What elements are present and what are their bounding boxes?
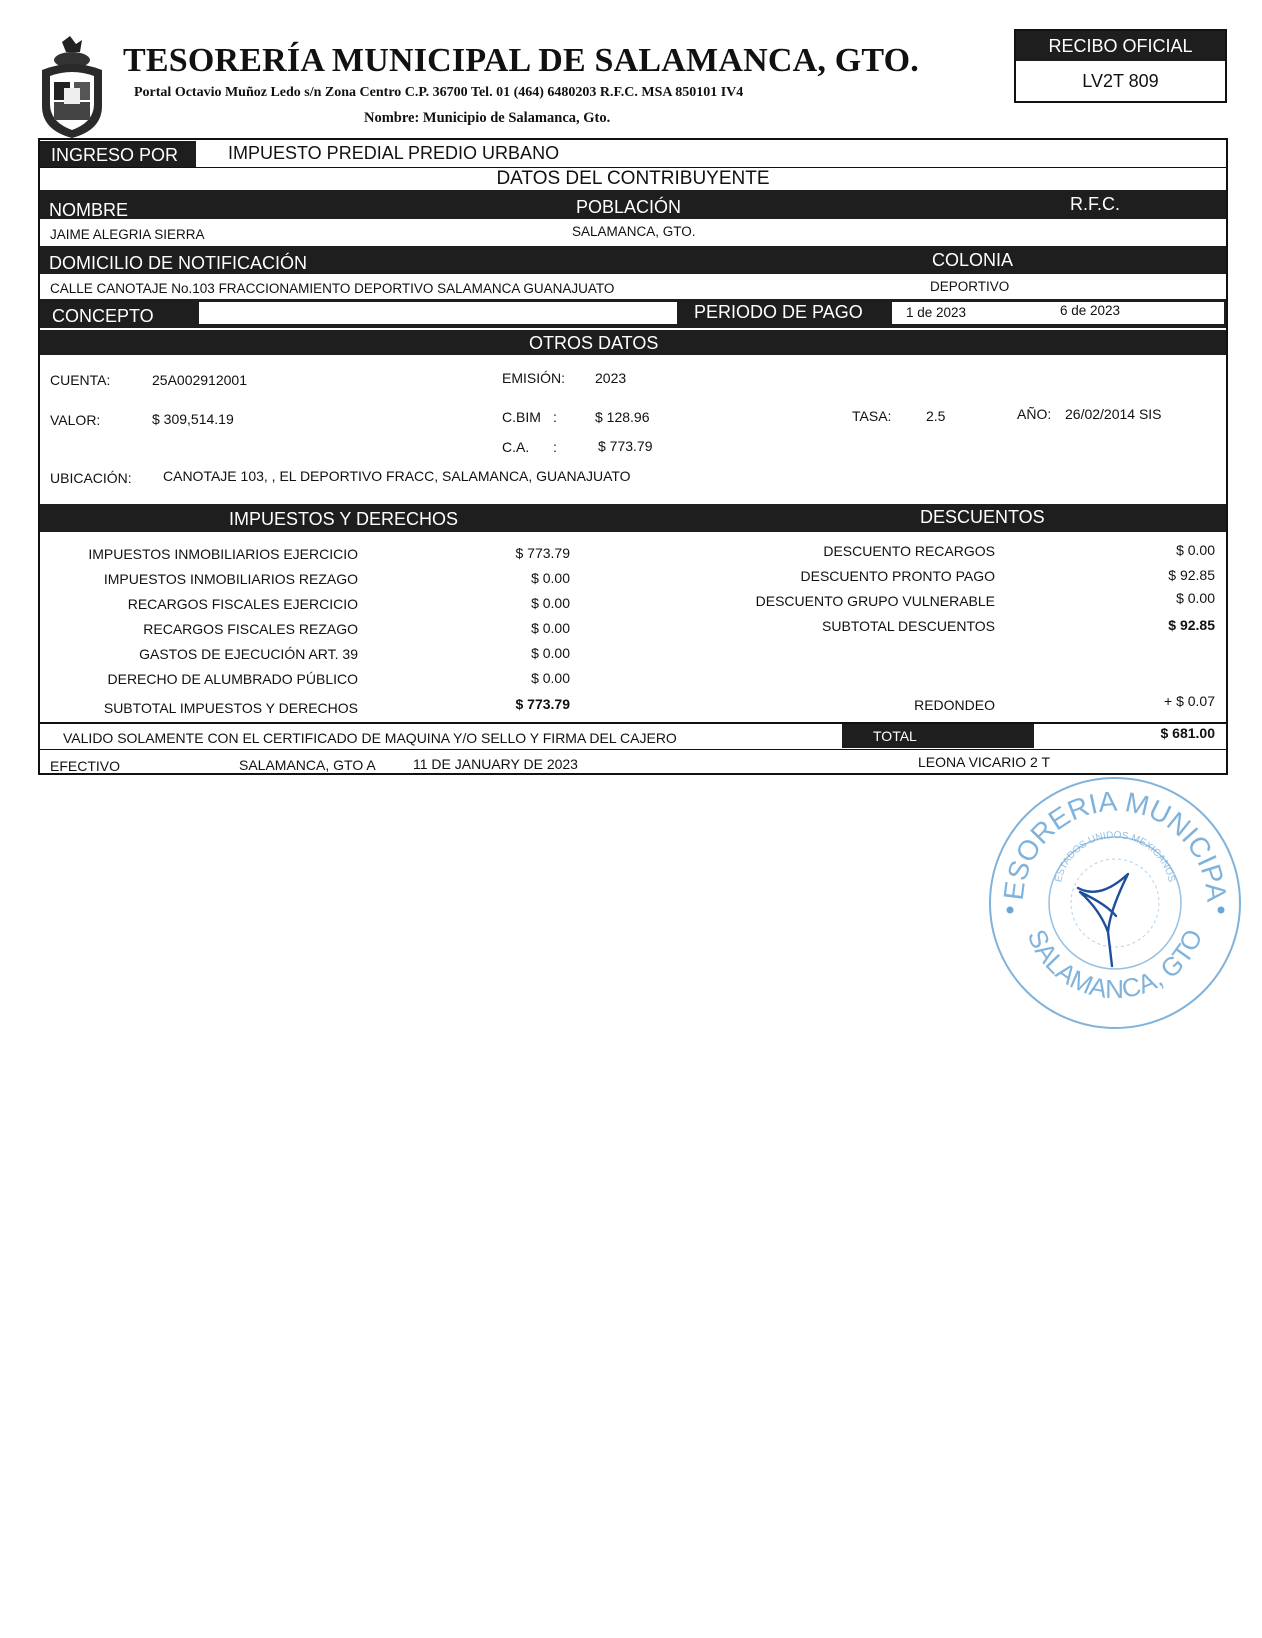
nombre-value: JAIME ALEGRIA SIERRA (50, 227, 205, 242)
impuesto-row-value: $ 0.00 (531, 595, 570, 611)
impuesto-row-label: RECARGOS FISCALES REZAGO (143, 621, 358, 637)
otros-header-bar (40, 330, 1226, 355)
lugar: SALAMANCA, GTO A (239, 757, 376, 773)
poblacion-label: POBLACIÓN (576, 197, 682, 217)
tasa-label: TASA: (852, 408, 892, 424)
impuesto-row-value: $ 773.79 (515, 545, 570, 561)
impuesto-row-value: $ 0.00 (531, 570, 570, 586)
impuestos-subtotal-value: $ 773.79 (515, 696, 570, 712)
header-nombre: Nombre: Municipio de Salamanca, Gto. (364, 110, 611, 126)
impuestos-subtotal-label: SUBTOTAL IMPUESTOS Y DERECHOS (103, 700, 358, 716)
domicilio-header-bar (40, 246, 1226, 274)
contribuyente-title: DATOS DEL CONTRIBUYENTE (496, 168, 770, 189)
cajero: LEONA VICARIO 2 T (918, 754, 1051, 770)
poblacion-value: SALAMANCA, GTO. (572, 224, 696, 239)
anio-value: 26/02/2014 SIS (1065, 406, 1162, 422)
descuento-row-value: $ 0.00 (1176, 590, 1215, 606)
descuento-row-value: $ 0.00 (1176, 542, 1215, 558)
periodo-label: PERIODO DE PAGO (694, 302, 863, 322)
periodo-hasta: 6 de 2023 (1060, 303, 1121, 318)
valor-value: $ 309,514.19 (152, 411, 234, 427)
emision-value: 2023 (595, 370, 627, 386)
concepto-label: CONCEPTO (52, 306, 154, 326)
receipt-label: RECIBO OFICIAL (1048, 36, 1193, 56)
impuesto-row-value: $ 0.00 (531, 620, 570, 636)
impuesto-row-label: DERECHO DE ALUMBRADO PÚBLICO (107, 671, 358, 687)
impuesto-row-label: IMPUESTOS INMOBILIARIOS EJERCICIO (88, 546, 358, 562)
ca-label: C.A. (502, 439, 530, 455)
nombre-header-bar (40, 190, 1226, 219)
ubicacion-label: UBICACIÓN: (50, 470, 132, 486)
page-title: TESORERÍA MUNICIPAL DE SALAMANCA, GTO. (123, 42, 920, 79)
ingreso-label: INGRESO POR (51, 145, 179, 165)
receipt-box (1014, 29, 1227, 103)
total-label: TOTAL (873, 728, 917, 744)
stamp-inner-text: ESTADOS UNIDOS MEXICANOS (1053, 829, 1177, 884)
rfc-label: R.F.C. (1070, 194, 1121, 214)
stamp-bottom-text: SALAMANCA, GTO (1021, 924, 1209, 1004)
cuenta-value: 25A002912001 (152, 372, 247, 388)
fecha: 11 DE JANUARY DE 2023 (413, 756, 578, 772)
colonia-label: COLONIA (932, 250, 1014, 270)
colonia-value: DEPORTIVO (930, 279, 1010, 294)
receipt-label-bar (1016, 31, 1225, 61)
impuesto-row-label: RECARGOS FISCALES EJERCICIO (127, 596, 358, 612)
impuesto-row-label: GASTOS DE EJECUCIÓN ART. 39 (139, 646, 358, 662)
cbim-label: C.BIM (502, 409, 541, 425)
impuestos-header-bar (40, 504, 1226, 532)
ingreso-label-bar (40, 141, 196, 168)
total-value: $ 681.00 (1160, 725, 1215, 741)
descuento-row-value: $ 92.85 (1168, 567, 1215, 583)
redondeo-label: REDONDEO (914, 697, 995, 713)
cuenta-label: CUENTA: (50, 372, 111, 388)
descuento-row-label: DESCUENTO GRUPO VULNERABLE (755, 593, 995, 609)
ca-colon: : (553, 439, 557, 455)
impuesto-row-value: $ 0.00 (531, 670, 570, 686)
otros-title: OTROS DATOS (529, 333, 659, 353)
nombre-label: NOMBRE (49, 200, 129, 220)
ingreso-value: IMPUESTO PREDIAL PREDIO URBANO (228, 143, 560, 163)
forma-pago: EFECTIVO (50, 758, 121, 774)
ubicacion-value: CANOTAJE 103, , EL DEPORTIVO FRACC, SALAMANCA, GUANAJUATO (163, 468, 631, 484)
divider (40, 722, 1226, 724)
domicilio-value: CALLE CANOTAJE No.103 FRACCIONAMIENTO DEPORTIVO SALAMANCA GUANAJUATO (50, 281, 615, 296)
emision-label: EMISIÓN: (502, 370, 566, 386)
divider (40, 749, 1226, 750)
concepto-field (199, 302, 677, 324)
tasa-value: 2.5 (926, 408, 946, 424)
municipal-coat-of-arms (36, 34, 108, 142)
stamp-top-text: ESORERIA MUNICIPA (997, 785, 1233, 904)
descuentos-subtotal-value: $ 92.85 (1168, 617, 1215, 633)
valor-label: VALOR: (50, 412, 101, 428)
descuentos-title: DESCUENTOS (920, 507, 1045, 527)
impuestos-title: IMPUESTOS Y DERECHOS (229, 509, 459, 529)
cashier-signature (1070, 870, 1150, 970)
domicilio-label: DOMICILIO DE NOTIFICACIÓN (49, 253, 308, 273)
header-address: Portal Octavio Muñoz Ledo s/n Zona Centro C.P. 36700 Tel. 01 (464) 6480203 R.F.C. MSA 850101 IV4 (134, 85, 744, 100)
valido-note: VALIDO SOLAMENTE CON EL CERTIFICADO DE MAQUINA Y/O SELLO Y FIRMA DEL CAJERO (63, 730, 677, 746)
cbim-value: $ 128.96 (595, 409, 650, 425)
ca-value: $ 773.79 (598, 438, 653, 454)
impuesto-row-value: $ 0.00 (531, 645, 570, 661)
descuento-row-label: DESCUENTO RECARGOS (823, 543, 995, 559)
impuesto-row-label: IMPUESTOS INMOBILIARIOS REZAGO (103, 571, 358, 587)
cbim-colon: : (553, 409, 557, 425)
anio-label: AÑO: (1017, 406, 1052, 422)
redondeo-value: + $ 0.07 (1164, 693, 1215, 709)
periodo-desde: 1 de 2023 (906, 305, 967, 320)
receipt-number: LV2T 809 (1082, 71, 1159, 91)
total-label-bar (842, 724, 1034, 748)
descuentos-subtotal-label: SUBTOTAL DESCUENTOS (822, 618, 995, 634)
descuento-row-label: DESCUENTO PRONTO PAGO (800, 568, 995, 584)
